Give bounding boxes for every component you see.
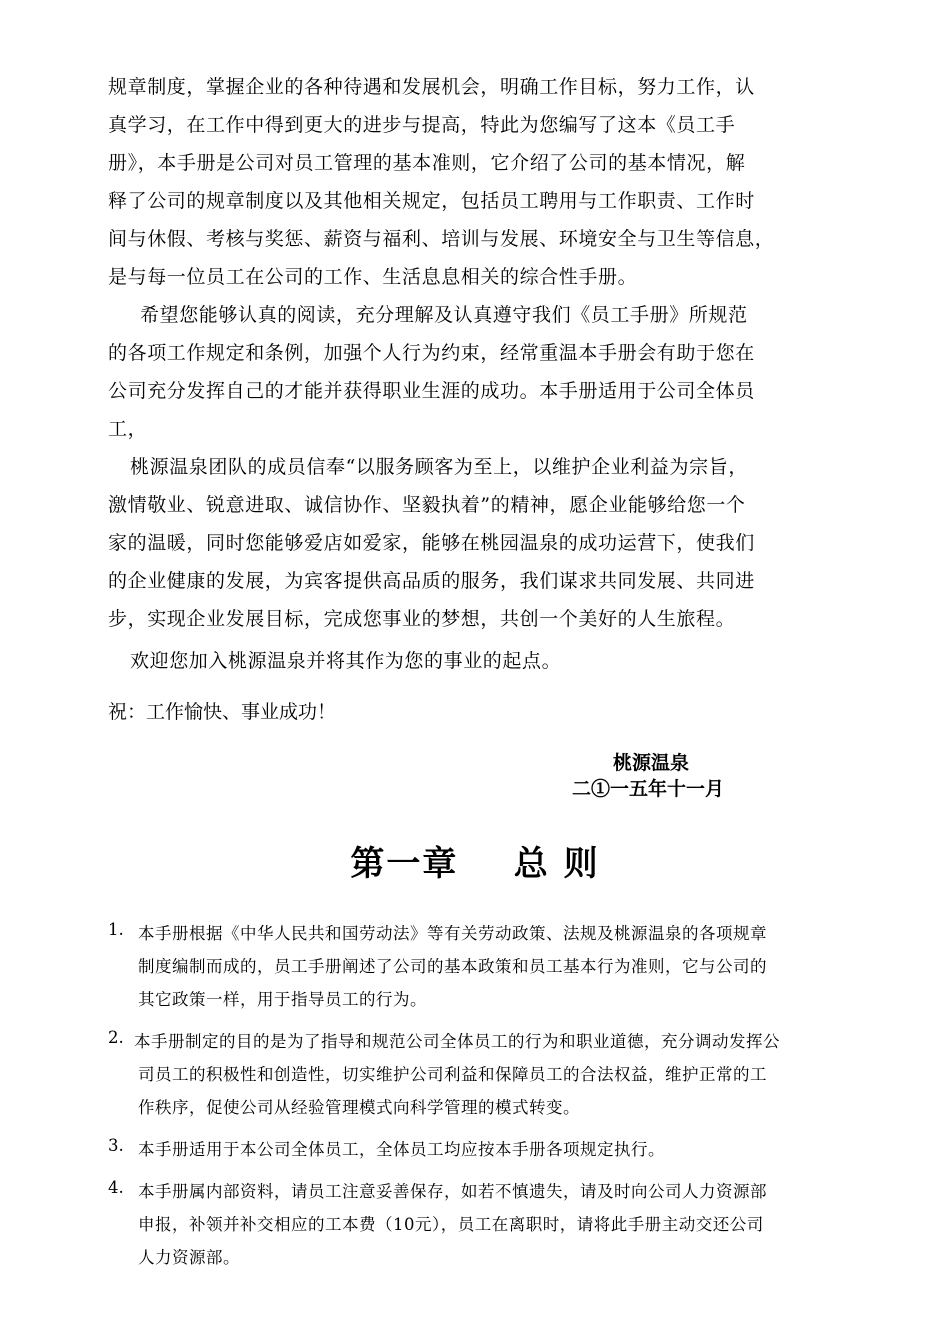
list-item-number: 4.: [108, 1178, 124, 1197]
list-item-line: 司员工的积极性和创造性，切实维护公司利益和保障员工的合法权益，维护正常的工: [138, 1065, 767, 1084]
list-item-line: 其它政策一样，用于指导员工的行为。: [138, 990, 427, 1009]
intro-line: 真学习，在工作中得到更大的进步与提高，特此为您编写了这本《员工手: [108, 114, 736, 136]
intro-line: 释了公司的规章制度以及其他相关规定，包括员工聘用与工作职责、工作时: [108, 190, 755, 212]
signature-name: 桃源温泉: [613, 752, 690, 774]
intro-line: 家的温暖，同时您能够爱店如爱家，能够在桃园温泉的成功运营下，使我们: [108, 532, 755, 554]
list-item-line: 人力资源部。: [138, 1248, 240, 1267]
list-item-line: 申报，补领并补交相应的工本费（10元），员工在离职时，请将此手册主动交还公司: [138, 1215, 764, 1234]
intro-line: 激情敬业、锐意进取、诚信协作、坚毅执着”的精神，愿企业能够给您一个: [108, 494, 746, 516]
list-item-line: 本手册根据《中华人民共和国劳动法》等有关劳动政策、法规及桃源温泉的各项规章: [138, 924, 767, 943]
intro-line: 规章制度，掌握企业的各种待遇和发展机会，明确工作目标，努力工作，认: [108, 76, 755, 98]
intro-line: 桃源温泉团队的成员信奉“以服务顾客为至上，以维护企业利益为宗旨，: [130, 456, 748, 478]
intro-line: 是与每一位员工在公司的工作、生活息息相关的综合性手册。: [108, 266, 638, 288]
list-item-number: 1.: [108, 920, 124, 939]
list-item-line: 制度编制而成的，员工手册阐述了公司的基本政策和员工基本行为准则，它与公司的: [138, 957, 767, 976]
list-item-line: 本手册适用于本公司全体员工，全体员工均应按本手册各项规定执行。: [138, 1140, 665, 1159]
intro-line: 工，: [108, 418, 148, 440]
intro-line: 的企业健康的发展，为宾客提供高品质的服务，我们谋求共同发展、共同进: [108, 570, 755, 592]
intro-line: 册》，本手册是公司对员工管理的基本准则，它介绍了公司的基本情况，解: [108, 152, 746, 174]
list-item-number: 2.: [108, 1028, 124, 1047]
list-item-line: 作秩序，促使公司从经验管理模式向科学管理的模式转变。: [138, 1098, 580, 1117]
chapter-title: 第一章 总 则: [350, 844, 600, 884]
intro-line: 希望您能够认真的阅读，充分理解及认真遵守我们《员工手册》所规范: [140, 304, 748, 326]
intro-line: 公司充分发挥自己的才能并获得职业生涯的成功。本手册适用于公司全体员: [108, 380, 755, 402]
intro-line: 的各项工作规定和条例，加强个人行为约束，经常重温本手册会有助于您在: [108, 342, 755, 364]
intro-line: 步，实现企业发展目标，完成您事业的梦想，共创一个美好的人生旅程。: [108, 608, 736, 630]
intro-line: 欢迎您加入桃源温泉并将其作为您的事业的起点。: [130, 650, 562, 672]
intro-line: 间与休假、考核与奖惩、薪资与福利、培训与发展、环境安全与卫生等信息，: [108, 228, 775, 250]
list-item-line: 本手册属内部资料，请员工注意妥善保存，如若不慎遗失，请及时向公司人力资源部: [138, 1182, 767, 1201]
signature-date: 二①一五年十一月: [572, 778, 725, 800]
closing-wish: 祝：工作愉快、事业成功！: [108, 701, 337, 723]
list-item-number: 3.: [108, 1136, 124, 1155]
list-item-line: 本手册制定的目的是为了指导和规范公司全体员工的行为和职业道德，充分调动发挥公: [134, 1032, 780, 1051]
